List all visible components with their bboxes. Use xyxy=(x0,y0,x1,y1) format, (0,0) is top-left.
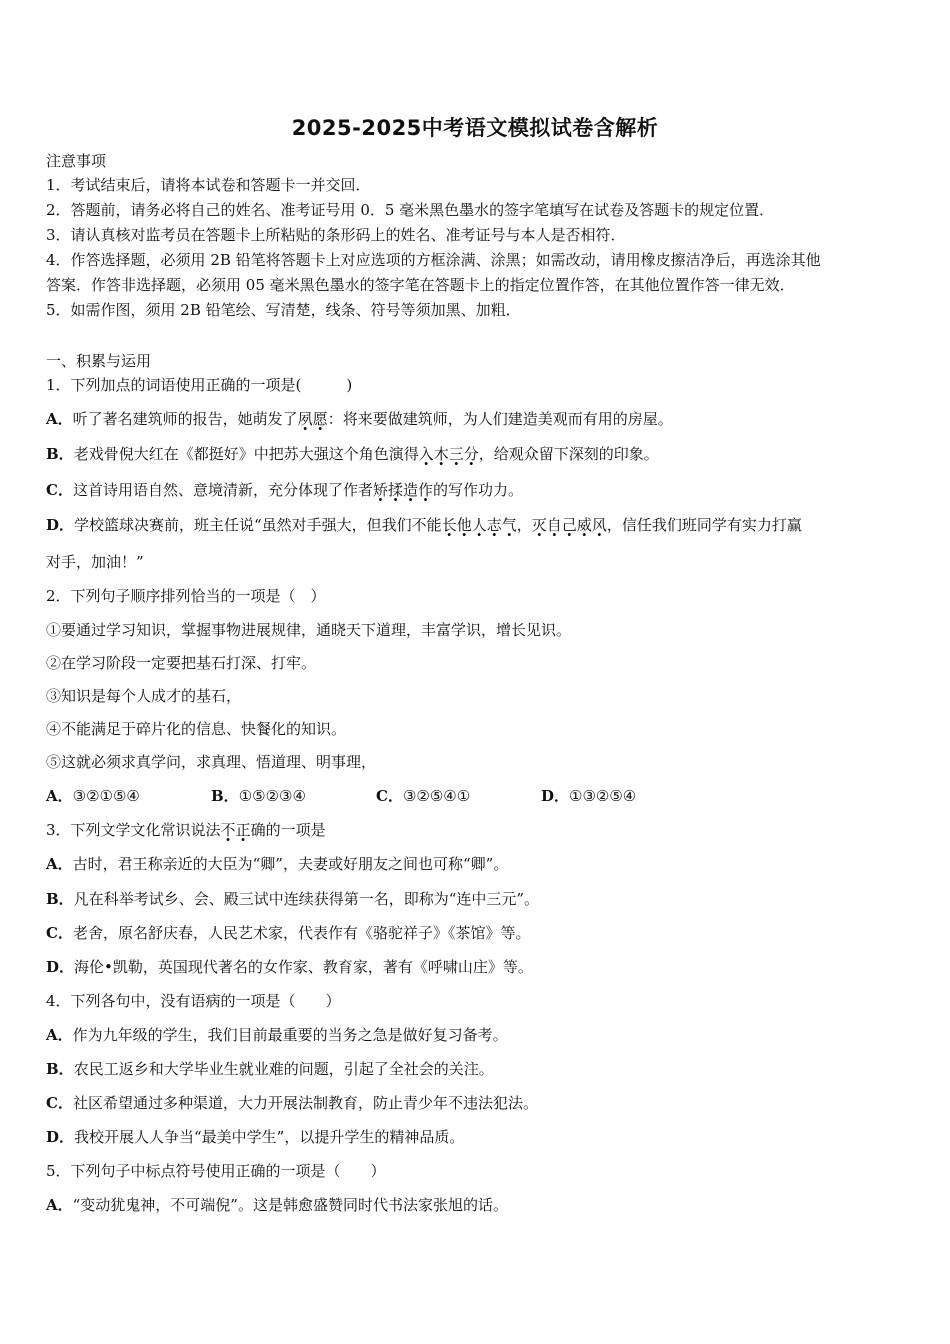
page-title: 2025-2025中考语文模拟试卷含解析 xyxy=(291,116,659,140)
q4-option-b: B．农民工返乡和大学毕业生就业难的问题，引起了全社会的关注。 xyxy=(46,1060,494,1078)
q1-option-d: D．学校篮球决赛前，班主任说“虽然对手强大，但我们不能长他人志气，灭自己威风，信任我们班同学有实力打赢 xyxy=(46,516,802,534)
notice-item-3: 3．请认真核对监考员在答题卡上所粘贴的条形码上的姓名、准考证号与本人是否相符． xyxy=(46,226,626,244)
notice-item-2: 2．答题前，请务必将自己的姓名、准考证号用 0．5 毫米黑色墨水的签字笔填写在试卷及答题卡的规定位置． xyxy=(46,201,775,219)
q2-sentence-5: ⑤这就必须求真学问，求真理、悟道理、明事理， xyxy=(46,753,377,771)
q2-stem: 2．下列句子顺序排列恰当的一项是（ ） xyxy=(46,587,326,605)
q2-option-a: A．③②①⑤④ xyxy=(46,787,140,805)
q1-option-c: C．这首诗用语自然、意境清新，充分体现了作者矫揉造作的写作功力。 xyxy=(46,481,524,499)
notice-item-4: 4．作答选择题，必须用 2B 铅笔将答题卡上对应选项的方框涂满、涂黑；如需改动，请用橡皮擦洁净后，再选涂其他 xyxy=(46,251,821,269)
notice-item-1: 1．考试结束后，请将本试卷和答题卡一并交回． xyxy=(46,176,371,194)
q2-sentence-1: ①要通过学习知识，掌握事物进展规律，通晓天下道理，丰富学识，增长见识。 xyxy=(46,621,572,639)
q2-option-b: B．①⑤②③④ xyxy=(211,787,306,805)
q5-stem: 5．下列句子中标点符号使用正确的一项是（ ） xyxy=(46,1162,386,1180)
q3-option-a: A．古时，君王称亲近的大臣为“卿”，夫妻或好朋友之间也可称“卿”。 xyxy=(46,855,509,873)
q2-options xyxy=(46,785,910,807)
notice-item-5: 5．如需作图，须用 2B 铅笔绘、写清楚，线条、符号等须加黑、加粗． xyxy=(46,301,521,319)
q2-option-c: C．③②⑤④① xyxy=(376,787,471,805)
q4-option-d: D．我校开展人人争当“最美中学生”，以提升学生的精神品质。 xyxy=(46,1128,465,1146)
q2-option-d: D．①③②⑤④ xyxy=(541,787,637,805)
q3-option-d: D．海伦•凯勒，英国现代著名的女作家、教育家，著有《呼啸山庄》等。 xyxy=(46,958,533,976)
q3-stem: 3．下列文学文化常识说法不正确的一项是 xyxy=(46,821,326,839)
q4-option-a: A．作为九年级的学生，我们目前最重要的当务之急是做好复习备考。 xyxy=(46,1026,508,1044)
q5-option-a: A．“变动犹鬼神，不可端倪”。这是韩愈盛赞同时代书法家张旭的话。 xyxy=(46,1196,508,1214)
q2-sentence-4: ④不能满足于碎片化的信息、快餐化的知识。 xyxy=(46,720,347,738)
q2-sentence-2: ②在学习阶段一定要把基石打深、打牢。 xyxy=(46,654,317,672)
section-heading: 一、积累与运用 xyxy=(46,352,152,370)
q3-option-b: B．凡在科举考试乡、会、殿三试中连续获得第一名，即称为“连中三元”。 xyxy=(46,890,540,908)
notice-item-4-cont: 答案．作答非选择题，必须用 05 毫米黑色墨水的签字笔在答题卡上的指定位置作答，在其他位置作答一律无效． xyxy=(46,276,795,294)
q3-option-c: C．老舍，原名舒庆春，人民艺术家，代表作有《骆驼祥子》《茶馆》等。 xyxy=(46,924,531,942)
q2-sentence-3: ③知识是每个人成才的基石， xyxy=(46,687,242,705)
notice-heading: 注意事项 xyxy=(46,152,107,170)
q1-stem: 1．下列加点的词语使用正确的一项是( ) xyxy=(46,376,353,394)
q4-option-c: C．社区希望通过多种渠道，大力开展法制教育，防止青少年不违法犯法。 xyxy=(46,1094,538,1112)
q1-option-d-cont: 对手，加油！” xyxy=(46,553,144,571)
q1-option-a: A．听了著名建筑师的报告，她萌发了夙愿：将来要做建筑师，为人们建造美观而有用的房屋。 xyxy=(46,410,673,428)
q1-option-b: B．老戏骨倪大红在《都挺好》中把苏大强这个角色演得入木三分，给观众留下深刻的印象。 xyxy=(46,445,659,463)
q4-stem: 4．下列各句中，没有语病的一项是（ ） xyxy=(46,992,341,1010)
